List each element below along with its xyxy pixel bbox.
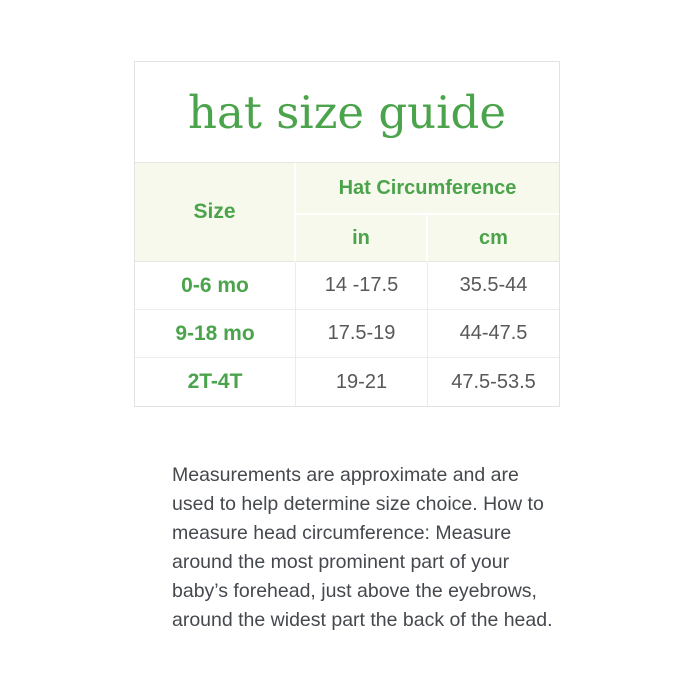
hat-circumference-header-cell: Hat Circumference [296,163,559,215]
guide-title: hat size guide [135,62,559,163]
measurement-note: Measurements are approximate and are used to help determine size choice. How to measure head circumference: Measure around the most prominent part of your baby’s forehead, just above the eyebrows, around the widest part the back of the head. [172,464,553,631]
size-table [135,163,559,406]
unit-in-header-cell: in [296,215,428,262]
in-value-cell: 17.5-19 [296,310,428,358]
size-cell: 9-18 mo [135,310,296,358]
in-value-cell: 19-21 [296,358,428,406]
cm-value-cell: 35.5-44 [428,262,559,310]
in-value-cell: 14 -17.5 [296,262,428,310]
unit-cm-header-cell: cm [428,215,559,262]
table-row [135,358,559,406]
hat-size-guide-card [134,61,560,407]
size-cell: 2T-4T [135,358,296,406]
table-row [135,310,559,358]
table-row [135,262,559,310]
cm-value-cell: 44-47.5 [428,310,559,358]
size-cell: 0-6 mo [135,262,296,310]
cm-value-cell: 47.5-53.5 [428,358,559,406]
header-row-group [135,163,559,215]
size-header-cell: Size [135,163,296,262]
